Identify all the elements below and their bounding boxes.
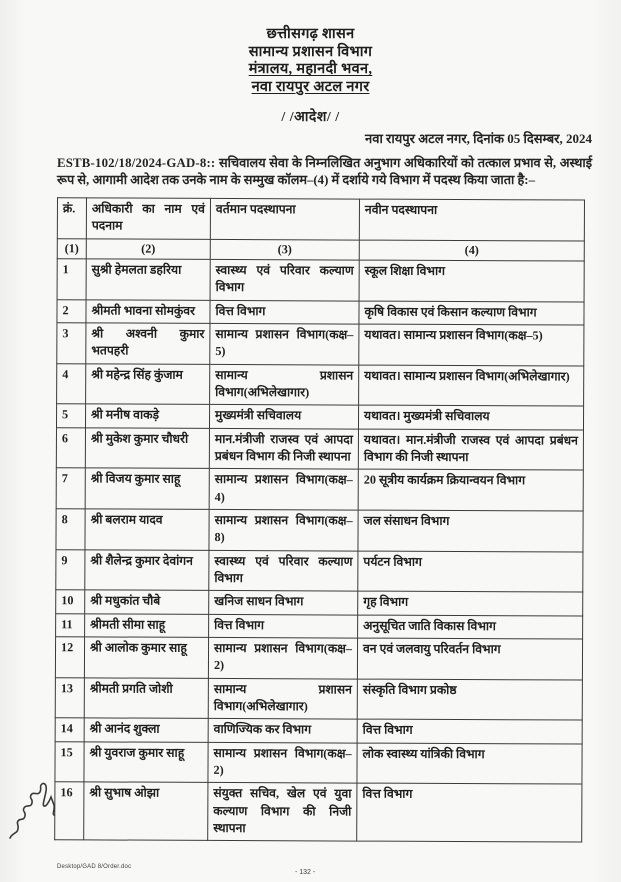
table-row: [56, 509, 583, 552]
new-posting-cell: यथावत। सामान्य प्रशासन विभाग(अभिलेखागार): [359, 365, 584, 407]
table-row: [57, 363, 584, 406]
current-posting-cell: स्वास्थ्य एवं परिवार कल्याण विभाग: [209, 550, 358, 591]
new-posting-cell: पर्यटन विभाग: [358, 551, 583, 593]
reference-number: ESTB-102/18/2024-GAD-8::: [57, 155, 216, 170]
current-posting-cell: सामान्य प्रशासन विभाग(कक्ष–5): [210, 323, 359, 364]
handwritten-initials-signature: [4, 772, 76, 850]
officer-name-cell: श्री शैलेन्द्र कुमार देवांगन: [85, 550, 209, 591]
new-posting-cell: संस्कृति विभाग प्रकोष्ठ: [357, 679, 582, 721]
header-current-posting: वर्तमान पदस्थापना: [210, 198, 359, 239]
row-serial-number: 11: [56, 613, 85, 636]
current-posting-cell: संयुक्त सचिव, खेल एवं युवा कल्याण विभाग की निजी स्थापना: [208, 783, 357, 842]
table-row: [57, 259, 584, 302]
new-posting-cell: यथावत। मान.मंत्रीजी राजस्व एवं आपदा प्रबंधन विभाग की निजी स्थापना: [358, 429, 583, 471]
current-posting-cell: मान.मंत्रीजी राजस्व एवं आपदा प्रबंधन विभाग की निजी स्थापना: [209, 428, 358, 469]
officer-name-cell: श्रीमती भावना सोमकुंवर: [86, 300, 210, 324]
row-serial-number: 15: [55, 741, 84, 782]
table-row: [57, 323, 584, 366]
new-posting-cell: अनुसूचित जाति विकास विभाग: [358, 615, 583, 639]
officer-name-cell: श्री महेन्द्र सिंह कुंजाम: [86, 364, 210, 405]
postings-table-wrapper: [0, 197, 621, 843]
current-posting-cell: सामान्य प्रशासन विभाग(अभिलेखागार): [208, 678, 357, 719]
officer-name-cell: श्री मनीष वाकड़े: [85, 404, 209, 428]
row-serial-number: 10: [56, 590, 85, 613]
row-serial-number: 3: [57, 323, 86, 364]
new-posting-cell: वित्त विभाग: [357, 719, 582, 743]
new-posting-cell: 20 सूत्रीय कार्यक्रम क्रियान्वयन विभाग: [358, 469, 583, 511]
table-row: [56, 427, 583, 470]
officer-name-cell: श्रीमती सीमा साहू: [85, 613, 209, 637]
colnum-4: (4): [359, 240, 584, 261]
table-row: [55, 677, 582, 720]
letterhead-line-mantralaya: मंत्रालय, महानदी भवन,: [248, 61, 373, 78]
row-serial-number: 13: [55, 677, 84, 718]
new-posting-cell: वन एवं जलवायु परिवर्तन विभाग: [357, 638, 582, 680]
officer-name-cell: श्री अश्वनी कुमार भतपहरी: [86, 323, 210, 364]
current-posting-cell: खनिज साधन विभाग: [209, 591, 358, 615]
colnum-3: (3): [210, 239, 359, 260]
new-posting-cell: लोक स्वास्थ्य यांत्रिकी विभाग: [357, 743, 582, 785]
footer-page-number: - 132 -: [295, 869, 316, 876]
row-serial-number: 4: [57, 363, 86, 404]
new-posting-cell: जल संसाधन विभाग: [358, 510, 583, 552]
row-serial-number: 5: [56, 404, 85, 427]
place-date-line: नवा रायपुर अटल नगर, दिनांक 05 दिसम्बर, 2024: [365, 130, 592, 146]
current-posting-cell: सामान्य प्रशासन विभाग(कक्ष–8): [209, 509, 358, 550]
officer-table-body: [55, 259, 585, 842]
officer-name-cell: श्री आलोक कुमार साहू: [84, 637, 208, 678]
officer-name-cell: श्री विजय कुमार साहू: [85, 468, 209, 509]
table-row: [56, 549, 583, 592]
current-posting-cell: सामान्य प्रशासन विभाग(अभिलेखागार): [210, 364, 359, 405]
new-posting-cell: स्कूल शिक्षा विभाग: [359, 260, 584, 302]
officer-name-cell: श्री मधुकांत चौबे: [85, 590, 209, 614]
current-posting-cell: स्वास्थ्य एवं परिवार कल्याण विभाग: [210, 259, 359, 300]
order-body-paragraph: [57, 155, 592, 190]
row-serial-number: 1: [57, 259, 86, 300]
header-serial: क्रं.: [57, 198, 86, 239]
footer-file-path: Desktop/GAD 8/Order.doc: [57, 864, 132, 870]
current-posting-cell: मुख्यमंत्री सचिवालय: [209, 405, 358, 429]
new-posting-cell: यथावत। सामान्य प्रशासन विभाग(कक्ष–5): [359, 324, 584, 366]
row-serial-number: 12: [55, 637, 84, 678]
officer-name-cell: श्री आनंद शुक्ला: [84, 718, 208, 742]
row-serial-number: 9: [56, 549, 85, 590]
new-posting-cell: गृह विभाग: [358, 591, 583, 615]
current-posting-cell: सामान्य प्रशासन विभाग(कक्ष–2): [208, 637, 357, 678]
table-row: [55, 782, 582, 842]
row-serial-number: 6: [56, 427, 85, 468]
letterhead-line-city: नवा रायपुर अटल नगर: [251, 79, 370, 96]
row-serial-number: 8: [56, 509, 85, 550]
current-posting-cell: वित्त विभाग: [209, 614, 358, 638]
officer-name-cell: श्री बलराम यादव: [85, 509, 209, 550]
officer-name-cell: श्री सुभाष ओझा: [84, 782, 208, 841]
table-row: [57, 299, 584, 325]
current-posting-cell: सामान्य प्रशासन विभाग(कक्ष–4): [209, 469, 358, 510]
table-row: [56, 404, 583, 430]
officer-name-cell: श्री मुकेश कुमार चौधरी: [85, 428, 209, 469]
new-posting-cell: वित्त विभाग: [357, 783, 582, 842]
header-new-posting: नवीन पदस्थापना: [359, 199, 584, 241]
order-body-text: सचिवालय सेवा के निम्नलिखित अनुभाग अधिकारियों को तत्काल प्रभाव से, अस्थाई रूप से, आगामी आदेश तक उनके नाम के सम्मुख कॉलम–(4) में दर्शाये गये विभाग में पदस्थ किया जाता है:–: [57, 155, 592, 188]
table-row: [55, 718, 582, 744]
officer-name-cell: श्रीमती प्रगति जोशी: [84, 677, 208, 718]
letterhead-line-department: सामान्य प्रशासन विभाग: [248, 43, 373, 60]
current-posting-cell: वाणिज्यिक कर विभाग: [208, 719, 357, 743]
row-serial-number: 16: [55, 782, 84, 840]
column-number-row: [57, 238, 584, 261]
row-serial-number: 14: [55, 718, 84, 741]
table-row: [56, 590, 583, 616]
table-row: [56, 613, 583, 639]
current-posting-cell: वित्त विभाग: [210, 300, 359, 324]
officer-name-cell: सुश्री हेमलता डहरिया: [86, 259, 210, 300]
row-serial-number: 7: [56, 468, 85, 509]
colnum-1: (1): [57, 238, 86, 258]
officer-postings-table: [54, 197, 585, 842]
letterhead-line-government: छत्तीसगढ़ शासन: [266, 26, 355, 42]
officer-name-cell: श्री युवराज कुमार साहू: [84, 741, 208, 782]
header-officer-name: अधिकारी का नाम एवं पदनाम: [86, 198, 210, 239]
new-posting-cell: कृषि विकास एवं किसान कल्याण विभाग: [359, 301, 584, 325]
table-row: [55, 637, 582, 680]
order-title: / /आदेश/ /: [281, 109, 340, 125]
row-serial-number: 2: [57, 299, 86, 322]
current-posting-cell: सामान्य प्रशासन विभाग(कक्ष–2): [208, 742, 357, 783]
letterhead: [0, 0, 621, 97]
table-header-row: [57, 198, 584, 241]
table-row: [55, 741, 582, 784]
table-row: [56, 468, 583, 511]
new-posting-cell: यथावत। मुख्यमंत्री सचिवालय: [358, 405, 583, 429]
colnum-2: (2): [86, 239, 210, 260]
